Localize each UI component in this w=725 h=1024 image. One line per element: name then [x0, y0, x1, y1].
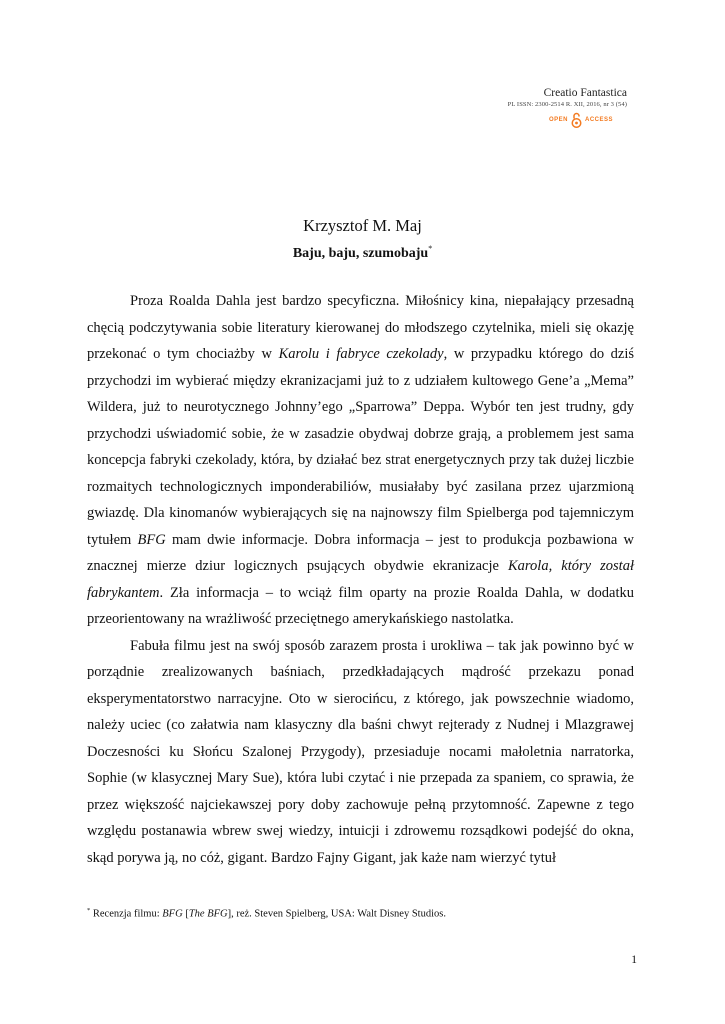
- p1-text-g: . Zła informacja – to wciąż film oparty na prozie Roalda Dahla, w dodatku przeorientowany na wrażliwość przeciętnego amerykańskiego nastolatka.: [87, 584, 634, 627]
- article-author: Krzysztof M. Maj: [303, 216, 422, 235]
- footnote-italic-bfg: BFG: [162, 908, 183, 920]
- issn-line: PL ISSN: 2300-2514 R. XII, 2016, nr 3 (54): [507, 101, 627, 108]
- footnote-text-a: Recenzja filmu:: [90, 908, 163, 920]
- journal-masthead: [508, 86, 627, 128]
- page-number: 1: [631, 954, 637, 966]
- title-footnote-mark: *: [428, 244, 433, 253]
- open-access-right-word: ACCESS: [584, 117, 613, 123]
- open-lock-icon: [571, 112, 582, 128]
- footnote: [87, 907, 446, 920]
- paragraph-2: Fabuła filmu jest na swój sposób zarazem prosta i urokliwa – tak jak powinno być w porządnie zrealizowanych baśniach, przedkładających mądrość przekazu ponad eksperymentatorstwo narracyjne. Oto w sierocińcu, z którego, jak powszechnie wiadomo, należy uciec (co załatwia nam klasyczny dla baśni chwyt rejterady z Nudnej i Mlazgrawej Doczesności ku Słońcu Szalonej Przygody), przesiaduje nocami małoletnia narratorka, Sophie (w klasycznej Mary Sue), która lubi czytać i nie przepada za spaniem, co sprawia, że przez większość najciekawszej pory doby zachowuje pełną przytomność. Zapewne z tego względu postanawia wbrew swej wiedzy, intuicji i zdrowemu rozsądkowi podejść do okna, skąd porywa ją, no cóż, gigant. Bardzo Fajny Gigant, jak każe nam wierzyć tytuł: [87, 637, 634, 866]
- footnote-text-c: [: [182, 908, 189, 920]
- p1-text-c: , w przypadku którego do dziś przychodzi im wybierać między ekranizacjami już to z udziałem kultowego Gene’a „Mema” Wildera, już to neurotycznego Johnny’ego „Sparrowa” Deppa. Wybór ten jest trudny, gdy przychodzi uświadomić sobie, że w zasadzie obydwaj dobrze grają, a problemem jest sama koncepcja fabryki czekolady, która, by działać bez strat energetycznych przy tak dużej liczbie rozmaitych technologicznych imponderabiliów, musiałaby być zasilana przez ujarzmioną gwiazdę. Dla kinomanów wybierających się na najnowszy film Spielberga pod tajemniczym tytułem: [87, 346, 635, 548]
- p1-text-a: Proza Roalda Dahla jest bardzo specyficzna. Miłośnicy kina, niepałający przesadną chęcią podczytywania sobie literatury kierowanej do młodszego czytelnika, mieli się okazję przekonać o tym chociażby w: [87, 293, 634, 362]
- open-access-logo: [508, 112, 613, 128]
- p1-italic-karol-fabrykant: Karola, który został fabrykantem: [87, 558, 634, 601]
- article-title-text: Baju, baju, szumobaju: [292, 246, 429, 261]
- p1-text-e: mam dwie informacje. Dobra informacja – jest to produkcja pozbawiona w znacznej mierze dziur logicznych psujących obydwie ekranizacje: [87, 531, 634, 574]
- footnote-text-e: ], reż. Steven Spielberg, USA: Walt Disney Studios.: [227, 908, 446, 920]
- p1-italic-bfg: BFG: [137, 531, 166, 548]
- open-access-left-word: OPEN: [548, 117, 568, 123]
- article-body: [87, 288, 634, 871]
- p1-italic-karol: Karolu i fabryce czekolady: [278, 346, 444, 362]
- journal-title: Creatio Fantastica: [543, 87, 627, 99]
- article-title: [0, 246, 725, 262]
- footnote-italic-the-bfg: The BFG: [188, 908, 228, 920]
- paragraph-1: [87, 288, 634, 633]
- footnote-mark: *: [87, 907, 91, 914]
